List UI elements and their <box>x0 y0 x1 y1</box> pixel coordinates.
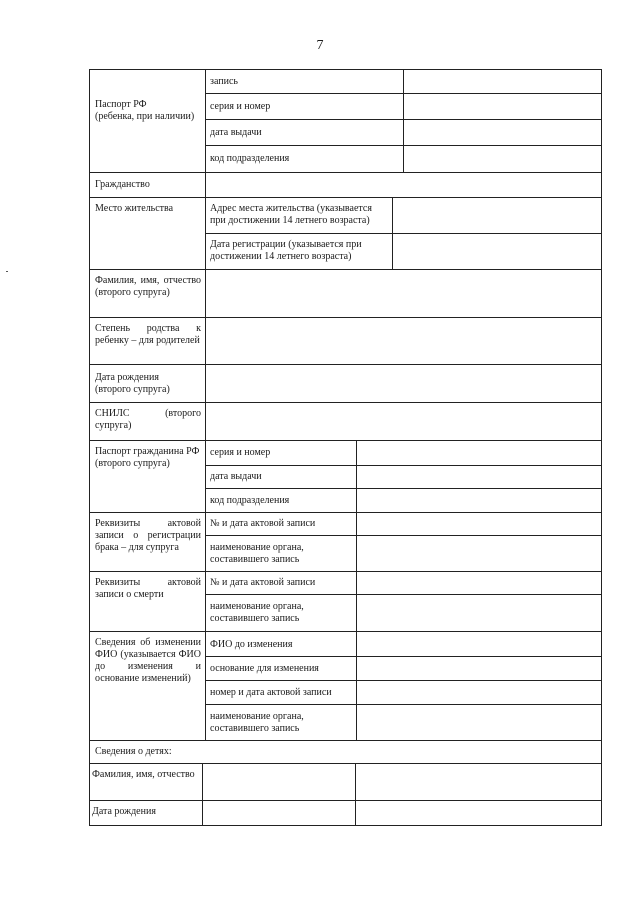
name-change-basis-label: основание для изменения <box>210 663 319 674</box>
residence-registration-date-label: Дата регистрации (указывается при достижении 14 летнего возраста) <box>210 239 362 262</box>
marriage-record-authority-label: наименование органа, составившего запись <box>210 542 304 565</box>
passport-spouse-issue-date-label: дата выдачи <box>210 471 262 482</box>
name-change-record-label: номер и дата актовой записи <box>210 687 332 698</box>
passport-spouse-series-field[interactable] <box>357 441 601 465</box>
name-change-authority-label: наименование органа, составившего запись <box>210 711 304 734</box>
relationship-label: Степень родства к ребенку – для родителей <box>95 323 201 346</box>
passport-spouse-label: Паспорт гражданина РФ (второго супруга) <box>95 446 200 469</box>
passport-child-division-code-label: код подразделения <box>210 153 290 164</box>
name-change-basis-field[interactable] <box>357 657 601 680</box>
death-record-number-label: № и дата актовой записи <box>210 577 316 588</box>
child-birthdate-label: Дата рождения <box>92 806 156 817</box>
citizenship-label: Гражданство <box>95 179 150 190</box>
margin-mark <box>6 271 8 272</box>
name-change-authority-field[interactable] <box>357 705 601 740</box>
residence-label: Место жительства <box>95 203 174 214</box>
spouse-birthdate-field[interactable] <box>206 365 601 402</box>
snils-field[interactable] <box>206 403 601 440</box>
marriage-record-number-label: № и дата актовой записи <box>210 518 316 529</box>
passport-child-series-field[interactable] <box>404 94 601 119</box>
passport-child-issue-date-field[interactable] <box>404 120 601 145</box>
child-name-label: Фамилия, имя, отчество <box>92 769 195 780</box>
spouse-name-label: Фамилия, имя, отчество (второго супруга) <box>95 275 201 298</box>
snils-label: СНИЛС (второго супруга) <box>95 408 201 431</box>
passport-child-series-label: серия и номер <box>210 101 271 112</box>
death-record-label: Реквизиты актовой записи о смерти <box>95 577 201 600</box>
marriage-record-authority-field[interactable] <box>357 536 601 571</box>
record-value[interactable] <box>404 70 601 93</box>
passport-spouse-series-label: серия и номер <box>210 447 271 458</box>
passport-spouse-issue-date-field[interactable] <box>357 466 601 488</box>
child-birthdate-field-2[interactable] <box>356 801 601 825</box>
passport-child-division-code-field[interactable] <box>404 146 601 172</box>
residence-address-field[interactable] <box>393 198 601 233</box>
child-birthdate-field-1[interactable] <box>203 801 355 825</box>
record-label: запись <box>210 76 238 87</box>
name-change-previous-label: ФИО до изменения <box>210 639 293 650</box>
name-change-label: Сведения об изменении ФИО (указывается ФИО до изменения и основание изменений) <box>95 637 201 684</box>
marriage-record-number-field[interactable] <box>357 513 601 535</box>
relationship-field[interactable] <box>206 318 601 364</box>
passport-spouse-division-code-label: код подразделения <box>210 495 290 506</box>
passport-spouse-division-code-field[interactable] <box>357 489 601 512</box>
residence-registration-date-field[interactable] <box>393 234 601 269</box>
passport-child-label: Паспорт РФ (ребенка, при наличии) <box>95 99 195 122</box>
spouse-birthdate-label: Дата рождения (второго супруга) <box>95 372 170 395</box>
name-change-record-field[interactable] <box>357 681 601 704</box>
page-number: 7 <box>316 38 324 53</box>
death-record-number-field[interactable] <box>357 572 601 594</box>
passport-child-issue-date-label: дата выдачи <box>210 127 262 138</box>
child-name-field-1[interactable] <box>203 764 355 800</box>
death-record-authority-label: наименование органа, составившего запись <box>210 601 304 624</box>
child-name-field-2[interactable] <box>356 764 601 800</box>
residence-address-label: Адрес места жительства (указывается при достижении 14 летнего возраста) <box>210 203 372 226</box>
death-record-authority-field[interactable] <box>357 595 601 631</box>
name-change-previous-field[interactable] <box>357 632 601 656</box>
children-header-label: Сведения о детях: <box>95 746 172 757</box>
citizenship-field[interactable] <box>206 173 601 197</box>
spouse-name-field[interactable] <box>206 270 601 317</box>
marriage-record-label: Реквизиты актовой записи о регистрации брака – для супруга <box>95 518 201 553</box>
